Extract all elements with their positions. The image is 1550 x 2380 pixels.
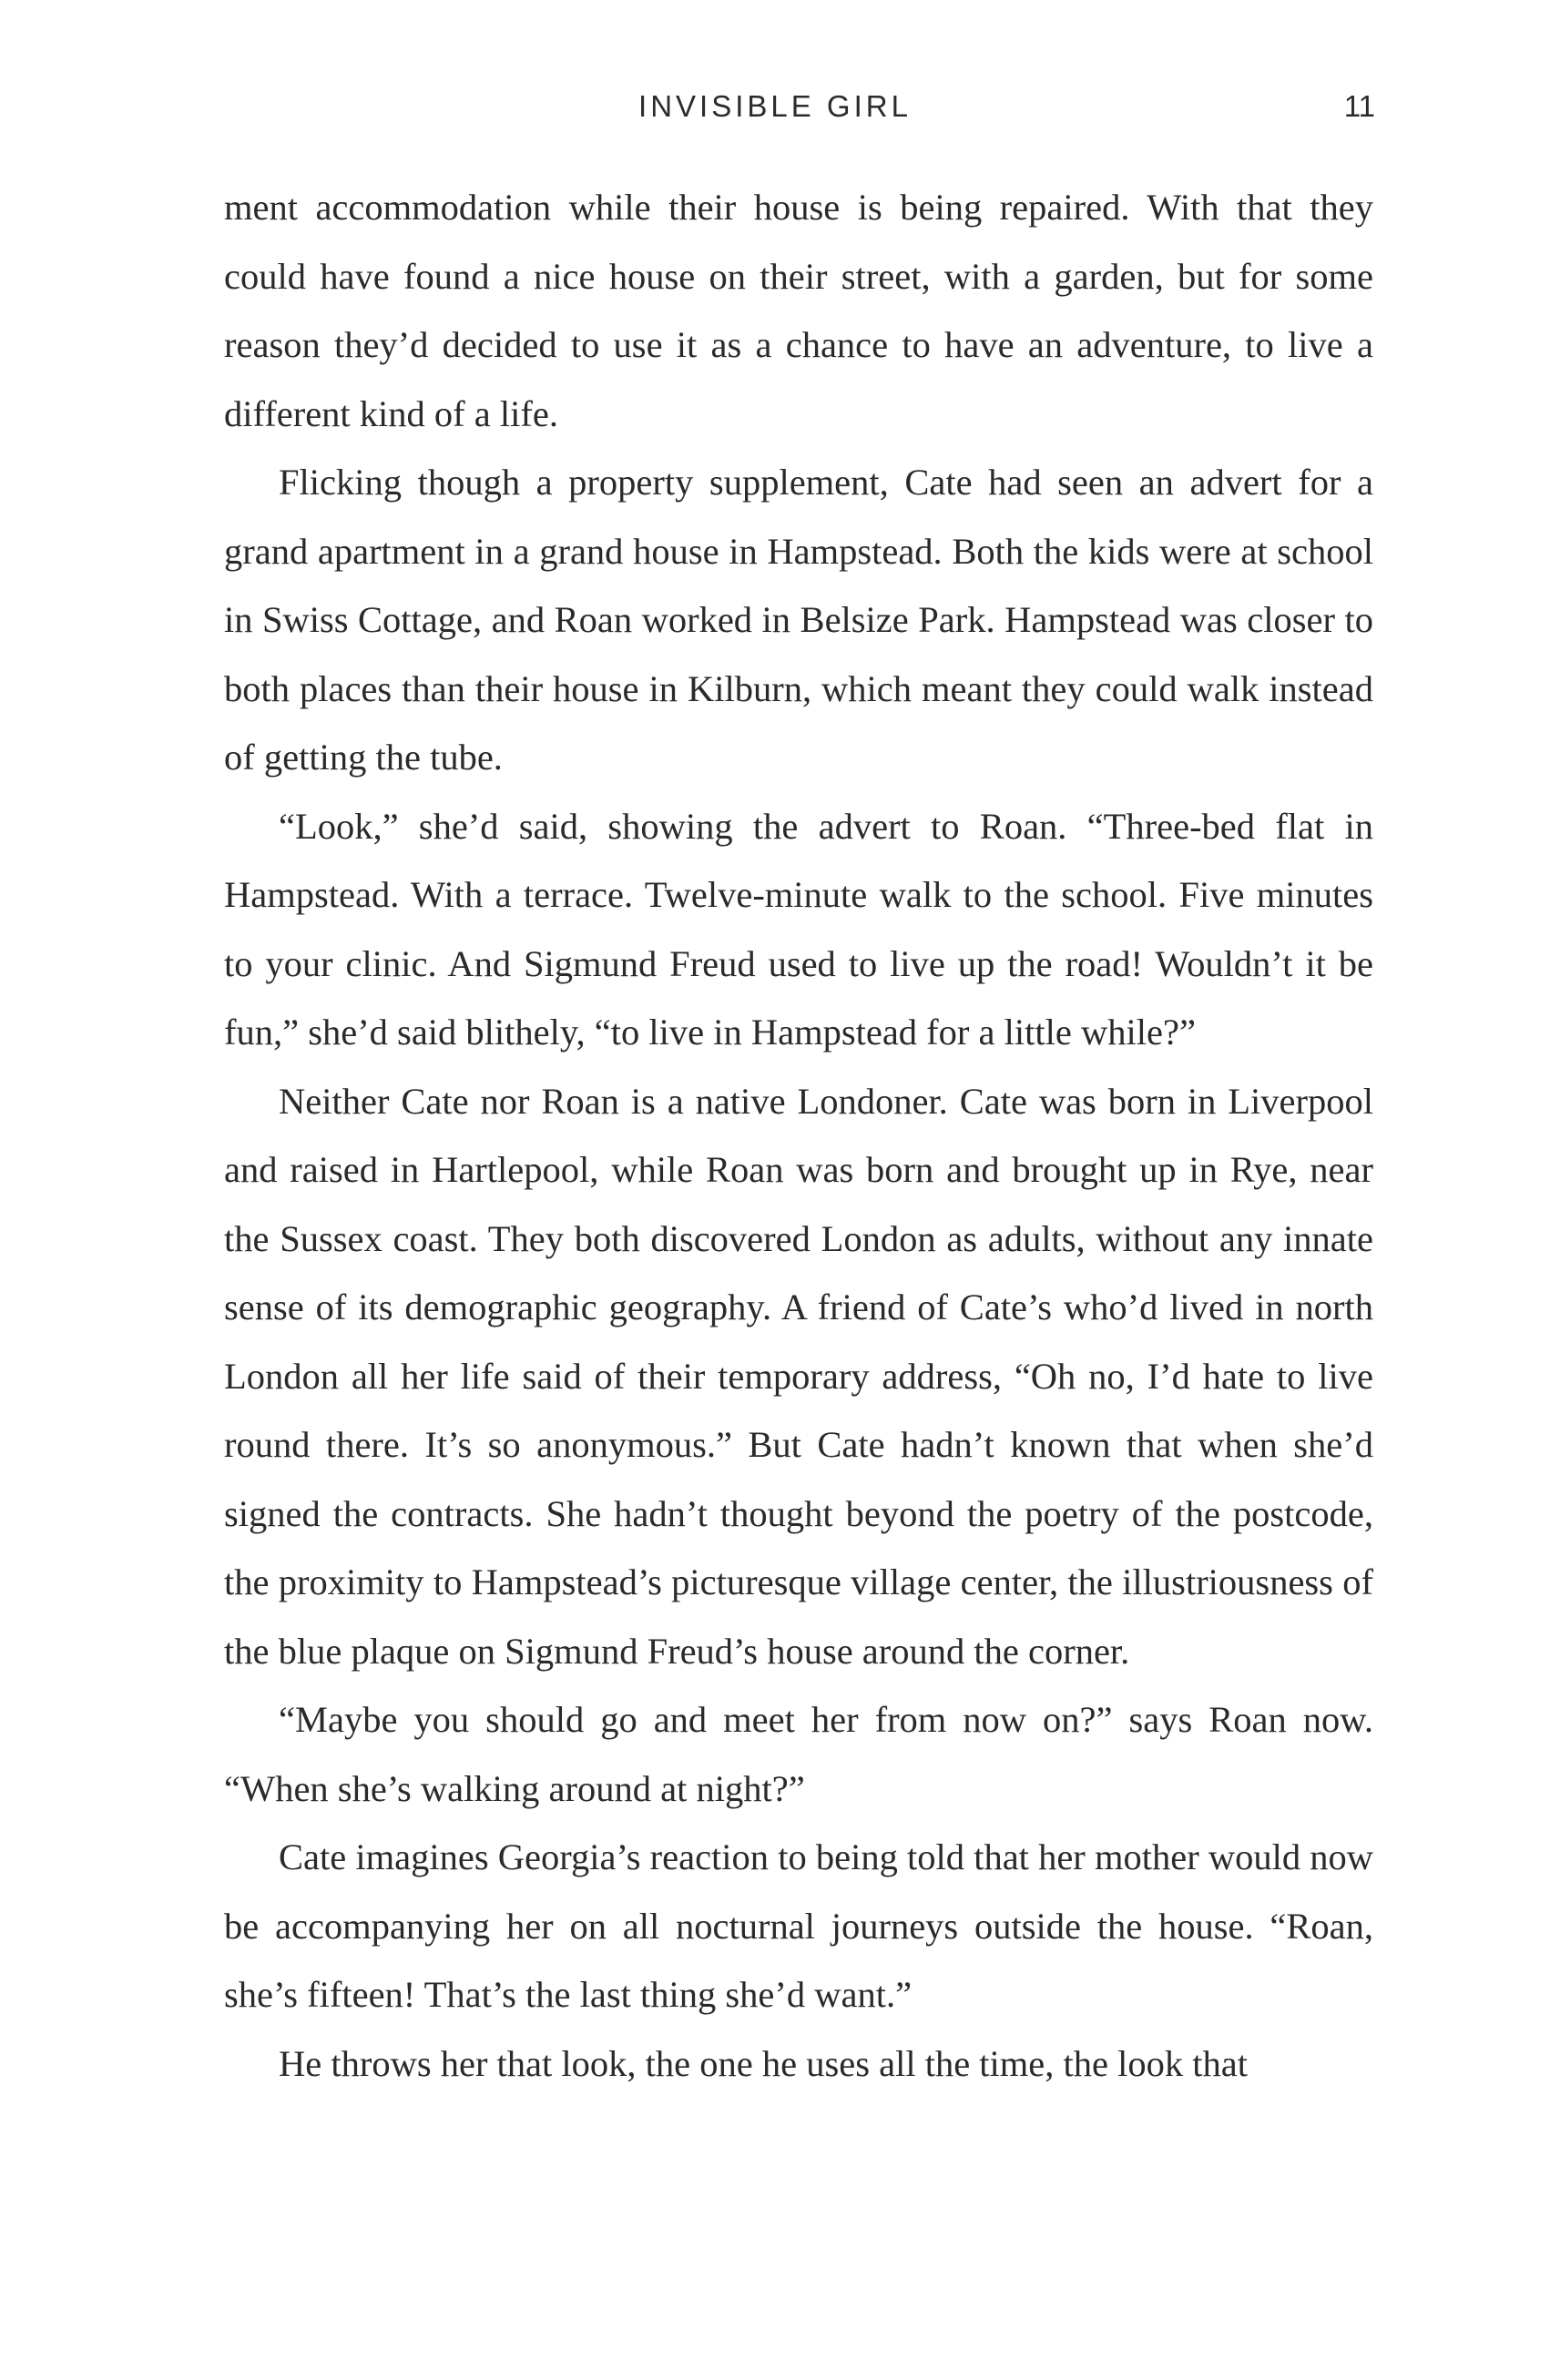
paragraph: Neither Cate nor Roan is a native Londoner. Cate was born in Liverpool and raised in Hartlepool, while Roan was born and brought up in Rye, near the Sussex coast. They both discovered London as adults, without any innate sense of its demographic geography. A friend of Cate’s who’d lived in north London all her life said of their temporary address, “Oh no, I’d hate to live round there. It’s so anonymous.” But Cate hadn’t known that when she’d signed the contracts. She hadn’t thought beyond the poetry of the postcode, the proximity to Hampstead’s picturesque village center, the illustriousness of the blue plaque on Sigmund Freud’s house around the corner. [224,1080,1373,1672]
paragraph: ment accommodation while their house is being repaired. With that they could have found a nice house on their street, with a garden, but for some reason they’d decided to use it as a chance to have an adventure, to live a different kind of a life. [224,187,1373,434]
paragraph: He throws her that look, the one he uses all the time, the look that [279,2042,1248,2084]
paragraph: “Look,” she’d said, showing the advert to Roan. “Three-bed flat in Hampstead. With a terrace. Twelve-minute walk to the school. Five minutes to your clinic. And Sigmund Freud used to live up the road! Wouldn’t it be fun,” she’d said blithely, “to live in Hampstead for a little while?” [224,805,1373,1053]
page-number: 11 [1343,89,1375,123]
paragraph: Cate imagines Georgia’s reaction to being told that her mother would now be accompanying her on all nocturnal journeys outside the house. “Roan, she’s fifteen! That’s the last thing she’d want.” [224,1836,1373,2015]
body-text [224,173,1373,2098]
paragraph: “Maybe you should go and meet her from now on?” says Roan now. “When she’s walking around at night?” [224,1699,1373,1809]
running-head [0,84,1550,129]
running-title: INVISIBLE GIRL [638,89,912,123]
paragraph: Flicking though a property supplement, Cate had seen an advert for a grand apartment in a grand house in Hampstead. Both the kids were at school in Swiss Cottage, and Roan worked in Belsize Park. Hampstead was closer to both places than their house in Kilburn, which meant they could walk instead of getting the tube. [224,462,1373,778]
